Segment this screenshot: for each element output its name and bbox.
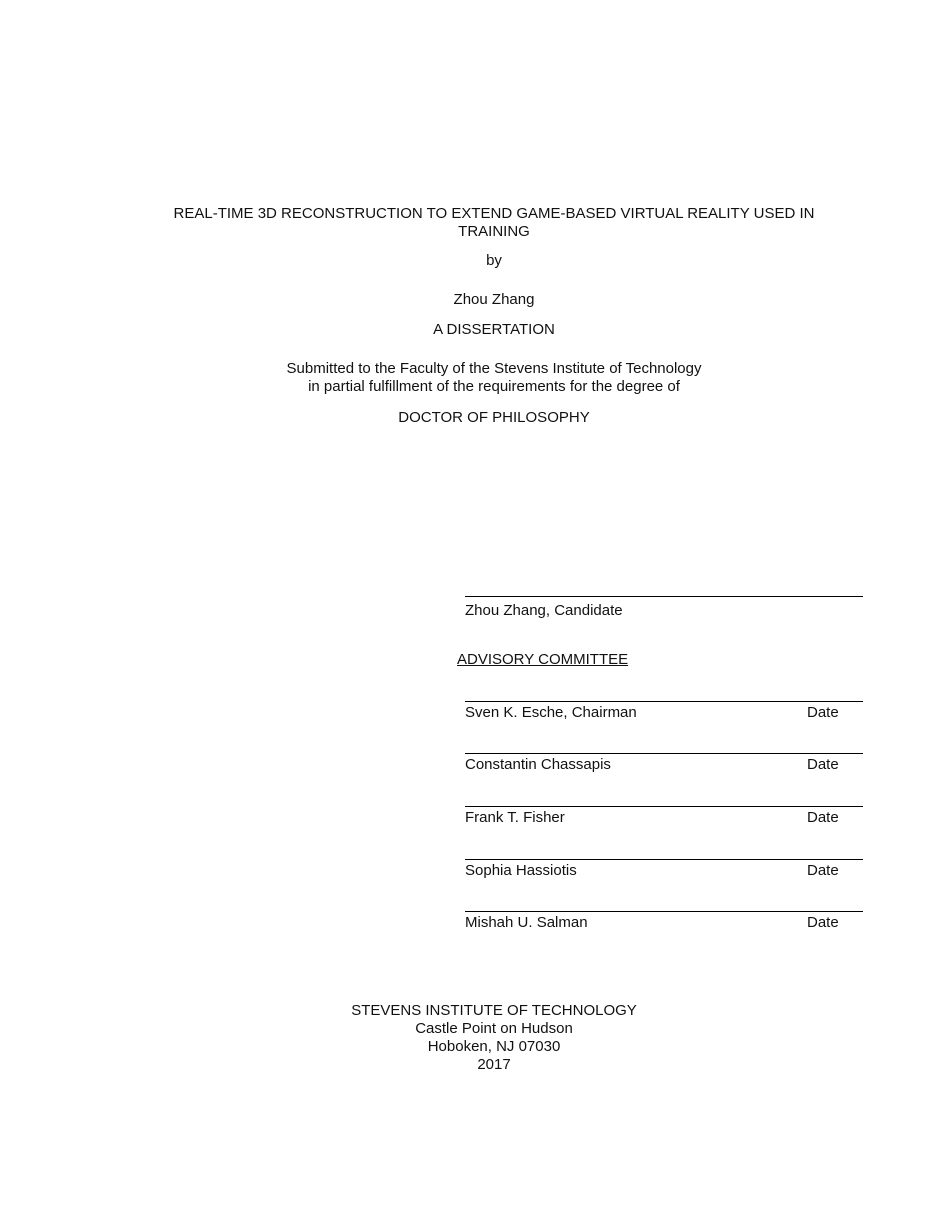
committee-member-date-label: Date <box>807 862 839 879</box>
title-line-1: REAL-TIME 3D RECONSTRUCTION TO EXTEND GAME-BASED VIRTUAL REALITY USED IN <box>173 205 815 222</box>
candidate-signature-label: Zhou Zhang, Candidate <box>465 602 623 619</box>
committee-signature-line <box>465 806 863 807</box>
submission-year: 2017 <box>477 1056 511 1073</box>
committee-member-name: Constantin Chassapis <box>465 756 611 773</box>
committee-member-name: Sophia Hassiotis <box>465 862 577 879</box>
dissertation-title <box>150 205 838 241</box>
candidate-signature-line <box>465 596 863 597</box>
committee-signature-line <box>465 753 863 754</box>
committee-member-date-label: Date <box>807 914 839 931</box>
institution-address-line-2: Hoboken, NJ 07030 <box>427 1038 561 1055</box>
committee-signature-line <box>465 911 863 912</box>
committee-member-date-label: Date <box>807 756 839 773</box>
committee-member-name: Mishah U. Salman <box>465 914 588 931</box>
committee-member-name: Sven K. Esche, Chairman <box>465 704 637 721</box>
submission-statement <box>0 360 952 396</box>
committee-member-date-label: Date <box>807 704 839 721</box>
committee-heading: ADVISORY COMMITTEE <box>457 651 629 668</box>
author-name: Zhou Zhang <box>453 291 535 308</box>
submission-line-2: in partial fulfillment of the requirements for the degree of <box>308 378 680 395</box>
committee-member-name: Frank T. Fisher <box>465 809 565 826</box>
document-type: A DISSERTATION <box>433 321 555 338</box>
institution-name: STEVENS INSTITUTE OF TECHNOLOGY <box>351 1002 637 1019</box>
institution-address-line-1: Castle Point on Hudson <box>415 1020 573 1037</box>
committee-member-date-label: Date <box>807 809 839 826</box>
degree-name: DOCTOR OF PHILOSOPHY <box>398 409 590 426</box>
by-label: by <box>486 252 502 269</box>
committee-signature-line <box>465 701 863 702</box>
title-line-2: TRAINING <box>458 223 530 240</box>
submission-line-1: Submitted to the Faculty of the Stevens Institute of Technology <box>286 360 702 377</box>
committee-signature-line <box>465 859 863 860</box>
institution-block <box>0 1002 952 1074</box>
